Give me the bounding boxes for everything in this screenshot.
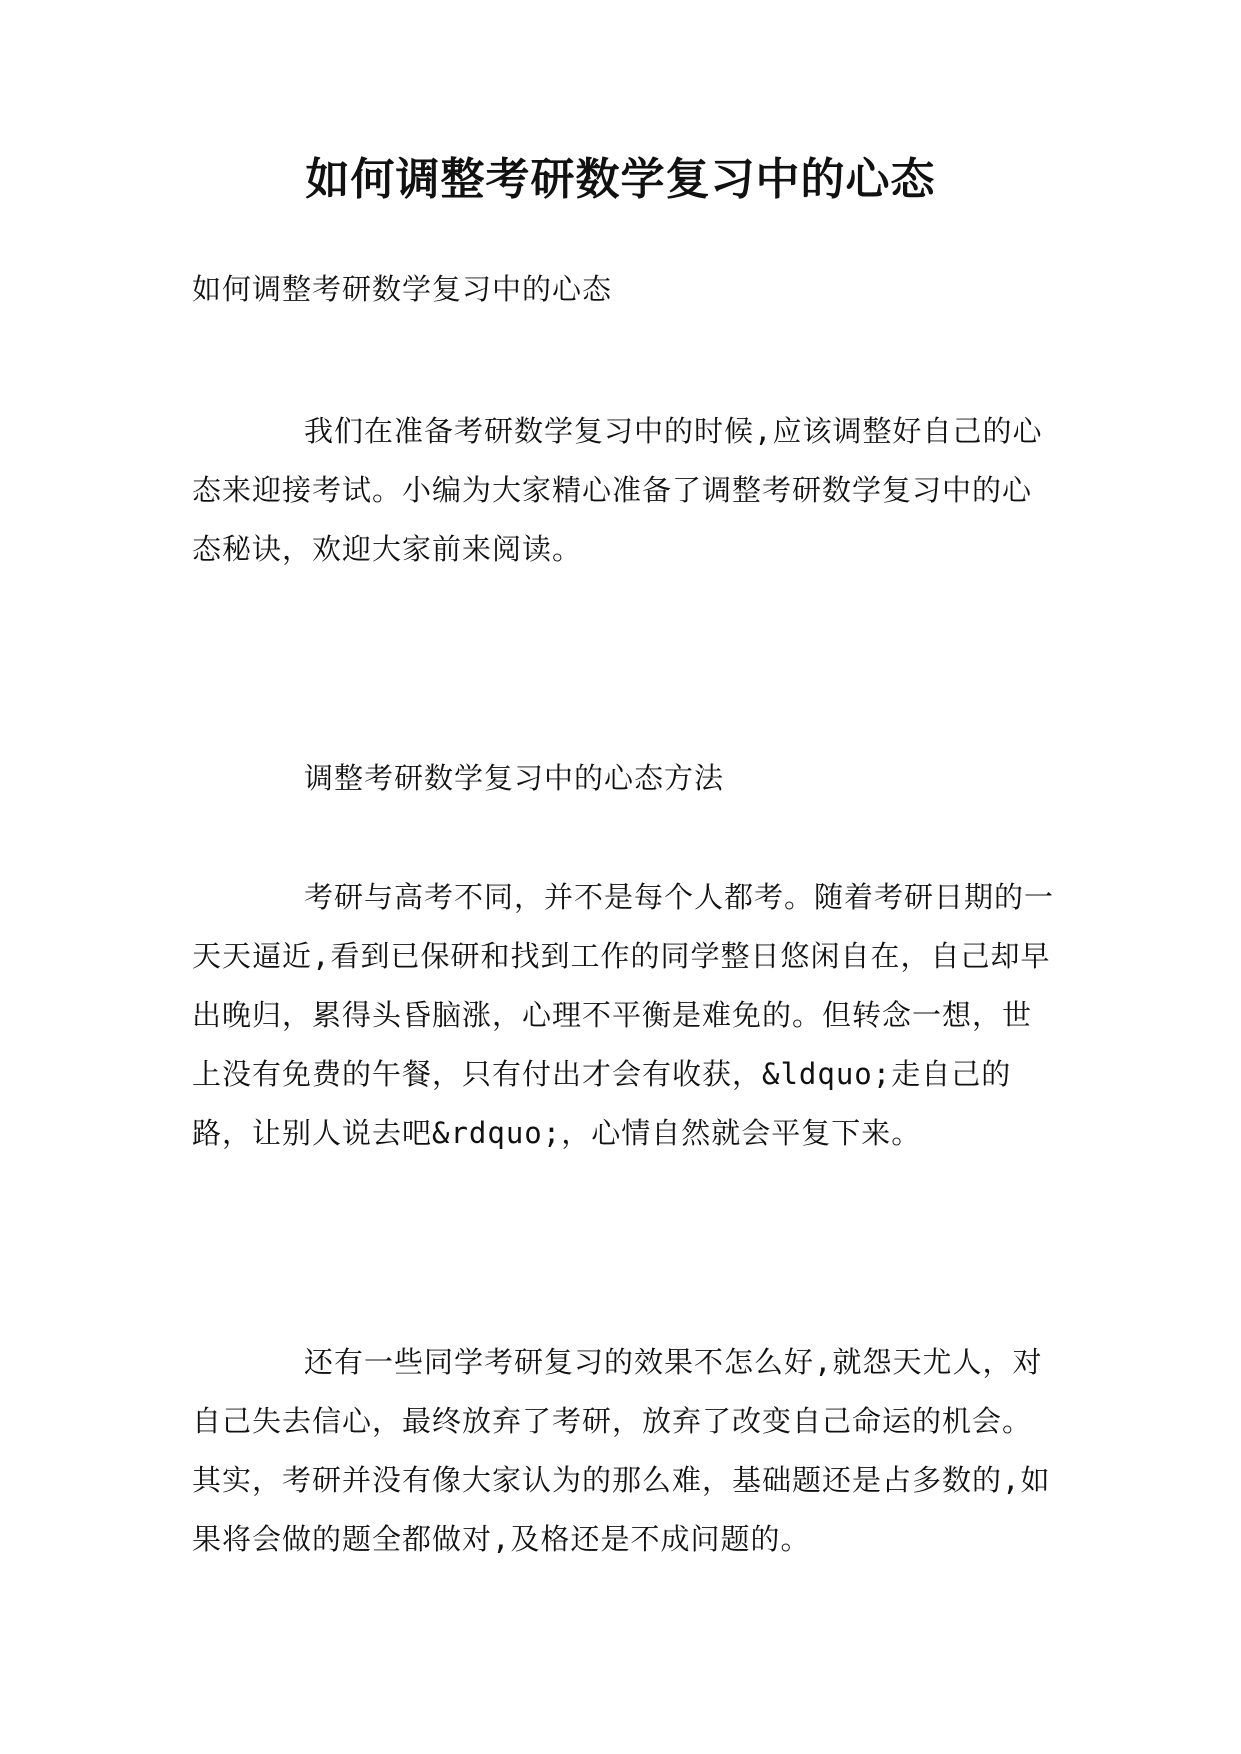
paragraph-body-1: 考研与高考不同，并不是每个人都考。随着考研日期的一天天逼近,看到已保研和找到工作的同学整日悠闲自在，自己却早出晚归，累得头昏脑涨，心理不平衡是难免的。但转念一想，世上没有免费的午餐，只有付出才会有收获，&ldquo;走自己的路，让别人说去吧&rdquo;，心情自然就会平复下来。	[192, 880, 1055, 1150]
section-heading: 调整考研数学复习中的心态方法	[304, 761, 725, 795]
paragraph-intro: 我们在准备考研数学复习中的时候,应该调整好自己的心态来迎接考试。小编为大家精心准备了调整考研数学复习中的心态秘诀，欢迎大家前来阅读。	[192, 414, 1043, 566]
document-title: 如何调整考研数学复习中的心态	[305, 154, 936, 205]
paragraph-body-2: 还有一些同学考研复习的效果不怎么好,就怨天尤人，对自己失去信心，最终放弃了考研，放弃了改变自己命运的机会。其实，考研并没有像大家认为的那么难，基础题还是占多数的,如果将会做的题全都做对,及格还是不成问题的。	[192, 1345, 1051, 1556]
document-subtitle: 如何调整考研数学复习中的心态	[192, 272, 613, 306]
